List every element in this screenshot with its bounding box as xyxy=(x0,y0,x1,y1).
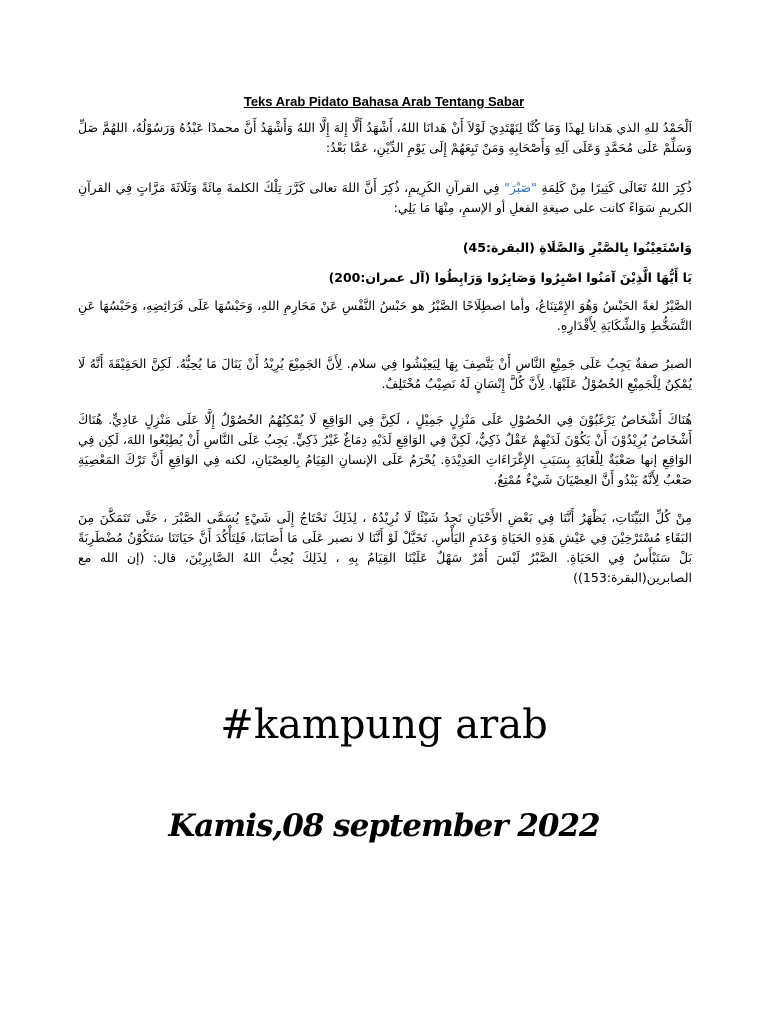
sabr-intro-text-end: فِي القرآنِ الكَرِيمِ، ذُكِرَ أَنَّ اللهَ تعالى كَرَّرَ تِلْكَ الكلمةَ مِائَةً وَثَلَاثَةَ مَرَّاتٍ فِي القرآنِ الكريمِ سَوَاءً كانت على صيغةِ الفعلِ أو الإسمِ، مِنْهَا مَا يَلِي: xyxy=(78,180,692,215)
sabr-intro-text-start: ذُكِرَ اللهُ تَعَالَى كَثِيرًا مِنْ كَلِمَةِ xyxy=(536,180,692,195)
verse-ali-imran-200: يَا أَيُّهَا الَّذِيْنَ آمَنُوا اصْبِرُوا وَصَابِرُوا وَرَابِطُوا (آل عمران:200) xyxy=(328,270,692,285)
conclusion-paragraph: مِنْ كُلِّ البَيِّنَاتِ، يَظْهَرُ أَنَّنَا فِي بَعْضِ الأَحْيَانِ نَجِدُ شَيْئًا لَا نُرِيْدُهُ ، لِذَلِكَ نَحْتَاجُ إِلَى شَيْءٍ يُسَمَّى الصَّبْرَ ، حَتَّى تَتَمَكَّنَ مِنَ البَقَاءِ مُسْتَرْخِيْنَ فِي عَيْشِ هَذِهِ الحَيَاةِ وَعَدَمِ اليَأْسِ. تَخَيَّلْ لَوْ أَنَّنَا لا نصبر عَلَى مَا أَصَابَنَا، فَلِتَأْكُدَ أَنَّ حَيَاتَنَا سَتَكُوْنُ مُضْطَرِبَةً بَلْ سَنَيْأَسُ فِي الحَيَاةِ. الصَّبْرُ لَيْسَ أَمْرٌ سَهْلٌ عَلَيْنَا القِيَامُ بِهِ ، لِذَلِكَ يُحِبُّ اللهُ الصَّابِرِيْنَ، قال: (إن الله مع الصابرين(البقرة:153)) xyxy=(78,510,692,585)
hashtag-text: #kampung arab xyxy=(220,702,548,748)
sabr-intro-paragraph xyxy=(78,178,692,218)
sabr-highlight-word: "صَبْرَ" xyxy=(504,180,537,195)
examples-paragraph: هُنَاكَ أَشْخَاصٌ يَرْغَبُوْنَ فِي الحُصُوْلِ عَلَى مَنْزِلٍ جَمِيْلٍ ، لَكِنَّ فِي الوَاقِعِ لَا يُمْكِنُهُمُ الحُصُوْلُ إِلَّا عَلَى مَنْزِلٍ عَادِيٍّ. هُنَاكَ أَشْخَاصٌ يُرِيْدُوْنَ أَنْ يَكُوْنَ لَدَيْهِمْ عَقْلٌ ذَكِيٌّ، لَكِنَّ فِي الوَاقِعِ لَدَيْهِ دِمَاغٌ غَيْرُ ذَكِيٍّ. يَجِبُ عَلَى النَّاسِ أَنْ يُطِيْعُوا اللهَ، لَكِن فِي الوَاقِعِ إنها صَعْبَةٌ لِلْغَايَةِ بِسَبَبِ الإِغْرَاءَاتِ العَدِيْدَةِ. يُحْرَمُ عَلَى الإنسانِ القِيَامُ بِالعِصْيَانِ، لكنه فِي الوَاقِعِ أَنَّ تَرْكَ المَعْصِيَةِ صَعْبٌ لِأَنَّهُ يَبْدُو أَنَّ العِصْيَانَ شَيْءٌ مُمْتِعٌ. xyxy=(78,412,692,487)
verse-baqarah-45: وَاسْتَعِيْنُوا بِالصَّبْرِ وَالصَّلَاةِ (البقرة:45) xyxy=(462,240,692,255)
opening-paragraph: اَلْحَمْدُ للهِ الذي هَدانا لِهذَا وَمَا كُنَّا لِنَهْتَدِيَ لَوْلاَ أَنْ هَدانَا اللهُ، أَشْهَدُ أَلَّا إِلهَ إِلَّا اللهُ وَأَشْهَدُ أَنَّ محمدًا عَبْدُهُ وَرَسُوْلُهُ، اللهُمَّ صَلِّ وَسَلِّمْ عَلَى مُحَمَّدٍ وَعَلَى آلِهِ وَأَصْحَابِهِ وَمَنْ تَبِعَهُمْ إِلَى يَوْمِ الدِّيْنِ، عَمَّا بَعْدُ: xyxy=(78,120,692,155)
sabr-definition-paragraph: الصَّبْرُ لغةً الحَبْسُ وَهُوَ الإِمْتِنَاعُ، وأما اصطِلَاحًا الصَّبْرُ هو حَبْسُ النَّفْسِ عَنْ مَحَارِمِ اللهِ، وَحَبْسُهَا عَلَى فَرَائِضِهِ، وَحَبْسُهَا عَنِ التَّسَخُّطِ وَالشِّكَايَةِ لِأَقْدَارِهِ. xyxy=(78,298,692,333)
date-text: Kamis,08 september 2022 xyxy=(168,808,600,844)
sabr-trait-paragraph: الصبرُ صفةٌ يَجِبُ عَلَى جَمِيْعِ النَّاسِ أَنْ يَتَّصِفَ بِهَا لِيَعِيْشُوا فِي سلام. لِأَنَّ الجَمِيْعَ يُرِيْدُ أَنْ يَنَالَ مَا يُحِبُّهُ. لَكِنَّ الحَقِيْقَةَ أَنَّهُ لَا يُمْكِنُ لِلْجَمِيْعِ الحُصُوْلُ عَلَيْهَا. لِأَنَّ كُلَّ إِنْسَانٍ لَهُ نَصِيْبٌ مُخْتَلِفٌ. xyxy=(78,356,692,391)
document-title: Teks Arab Pidato Bahasa Arab Tentang Sabar xyxy=(243,94,525,109)
